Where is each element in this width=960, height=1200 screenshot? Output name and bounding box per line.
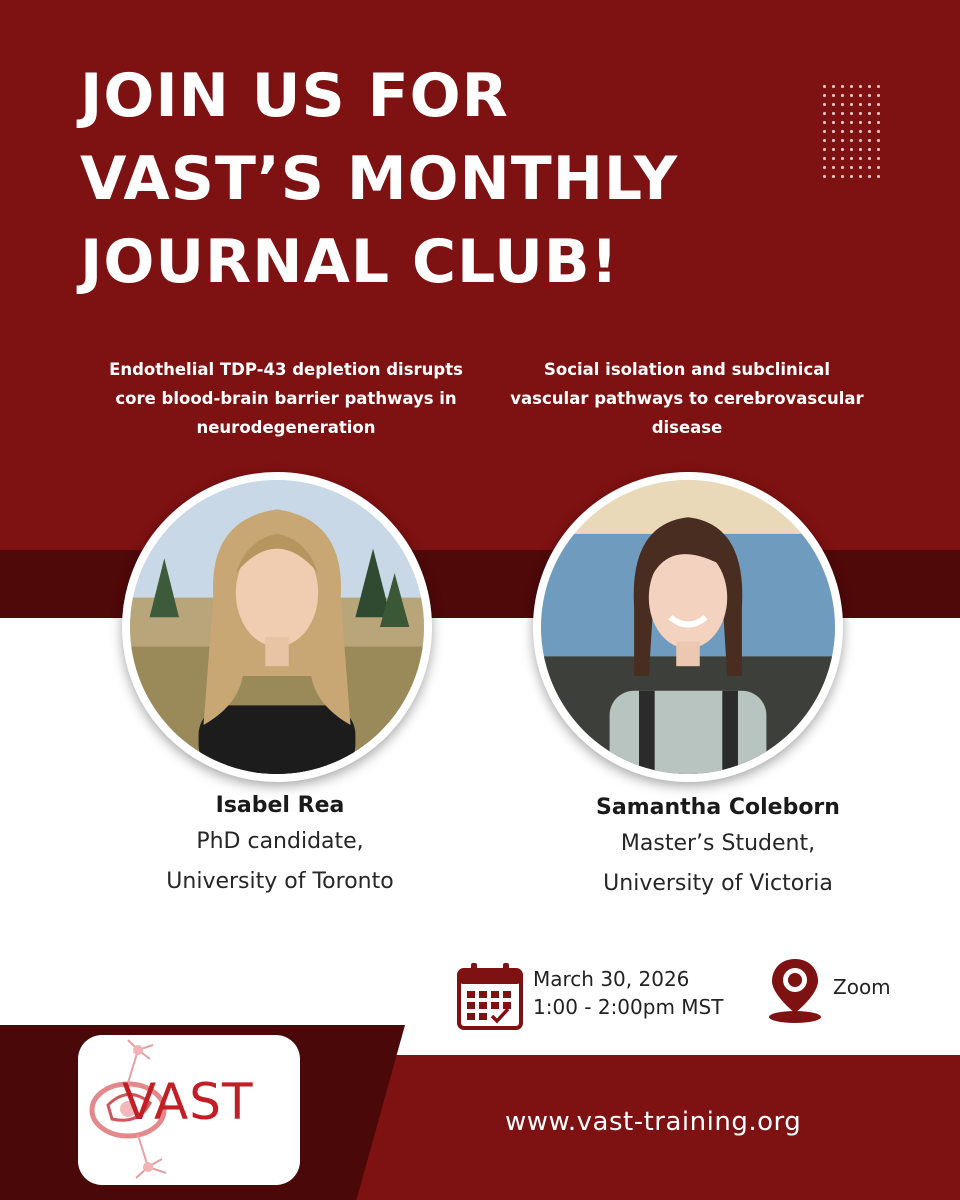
- headline: [80, 55, 800, 304]
- speaker-name-left: Isabel Rea: [215, 793, 345, 818]
- vast-logo-text: VAST: [122, 1073, 254, 1131]
- dot-grid-decoration: [820, 82, 880, 182]
- speaker-role-left: PhD candidate,: [196, 829, 364, 854]
- speaker-name-right: Samantha Coleborn: [596, 795, 840, 820]
- paper-title-left: Endothelial TDP-43 depletion disrupts core blood-brain barrier pathways in neurodegeneration: [109, 360, 463, 437]
- calendar-icon: [456, 961, 524, 1031]
- event-date: March 30, 2026: [533, 967, 690, 991]
- headline-line-1: JOIN US FOR: [80, 61, 509, 131]
- speaker-affiliation-left: University of Toronto: [166, 869, 394, 894]
- website-url[interactable]: www.vast-training.org: [505, 1107, 802, 1137]
- speaker-role-right: Master’s Student,: [620, 831, 816, 856]
- speaker-photo-left: [122, 472, 432, 782]
- speaker-affiliation-right: University of Victoria: [603, 871, 833, 896]
- speaker-info-left: [90, 790, 470, 902]
- portrait-illustration-right: [541, 480, 835, 774]
- event-location: Zoom: [833, 975, 891, 999]
- portrait-illustration-left: [130, 480, 424, 774]
- headline-line-3: JOURNAL CLUB!: [80, 227, 619, 297]
- speaker-info-right: [528, 792, 908, 904]
- location-pin-icon: [766, 955, 824, 1025]
- event-datetime: [533, 965, 723, 1021]
- event-time: 1:00 - 2:00pm MST: [533, 995, 724, 1019]
- speaker-photo-right: [533, 472, 843, 782]
- paper-title-right: Social isolation and subclinical vascular pathways to cerebrovascular disease: [510, 360, 864, 437]
- headline-line-2: VAST’S MONTHLY: [80, 144, 679, 214]
